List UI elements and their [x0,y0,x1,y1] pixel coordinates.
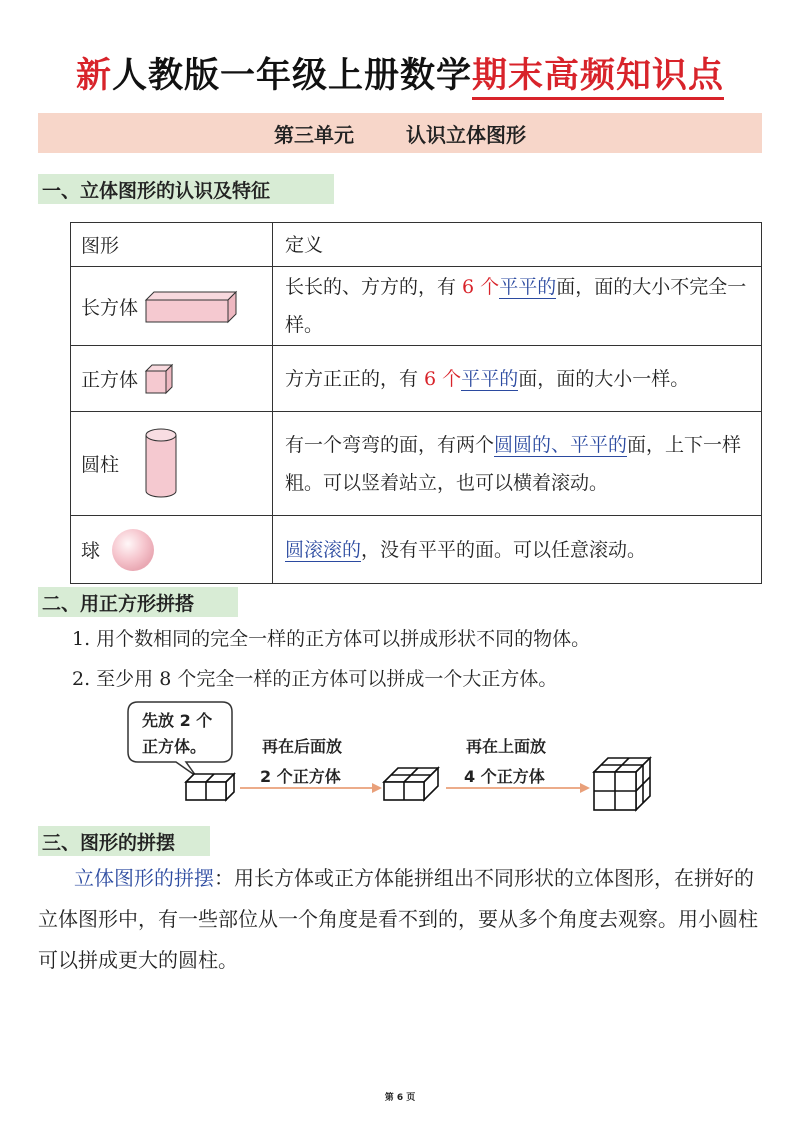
cube-assembly-diagram [0,696,800,826]
shapes-table [70,222,762,584]
cylinder-icon [143,427,179,501]
bubble-text: 正方体。 [142,737,207,756]
two-cubes-icon [186,774,234,800]
shape-name: 长方体 [81,296,139,319]
section-heading-3: 三、图形的拼摆 [38,826,210,856]
section-heading-2: 二、用正方形拼搭 [38,587,238,617]
table-header-row [71,223,762,267]
step-label: 再在后面放 [262,737,343,756]
table-row [71,412,762,516]
column-header-definition: 定义 [273,223,762,267]
section3-paragraph: 立体图形的拼摆：用长方体或正方体能拼组出不同形状的立体图形，在拼好的立体图形中，有一些部位从一个角度是看不到的，要从多个角度去观察。用小圆柱可以拼成更大的圆柱。 [38,866,758,972]
step-label: 再在上面放 [466,737,547,756]
unit-name: 认识立体图形 [406,122,526,147]
bubble-text: 先放 2 个 [142,711,213,730]
page-title: 新人教版一年级上册数学期末高频知识点 [0,48,800,98]
unit-number: 第三单元 [274,122,354,147]
definition-cell: 方方正正的，有 6 个平平的面，面的大小一样。 [273,346,762,412]
four-cubes-icon [384,768,438,800]
table-row [71,346,762,412]
table-row [71,516,762,584]
cuboid-icon [144,288,240,324]
shape-name: 球 [81,540,101,562]
sphere-icon [110,527,156,573]
term: 立体图形的拼摆 [74,866,214,890]
unit-banner [38,113,762,153]
definition-cell: 长长的、方方的，有 6 个平平的面，面的大小不完全一样。 [273,267,762,346]
page-number: 第 6 页 [384,1093,416,1103]
column-header-shape: 图形 [71,223,273,267]
step-label: 4 个正方体 [464,767,545,786]
cube-icon [144,363,174,395]
section-heading-1: 一、立体图形的认识及特征 [38,174,334,204]
shape-name: 圆柱 [81,454,120,476]
eight-cubes-icon [594,758,650,810]
shape-name: 正方体 [81,369,139,391]
list-item: 2. 至少用 8 个完全一样的正方体可以拼成一个大正方体。 [72,668,558,690]
list-item: 1. 用个数相同的完全一样的正方体可以拼成形状不同的物体。 [72,628,591,650]
definition-cell: 圆滚滚的，没有平平的面。可以任意滚动。 [273,516,762,584]
step-label: 2 个正方体 [260,767,341,786]
table-row [71,267,762,346]
definition-cell: 有一个弯弯的面，有两个圆圆的、平平的面，上下一样粗。可以竖着站立，也可以横着滚动。 [273,412,762,516]
